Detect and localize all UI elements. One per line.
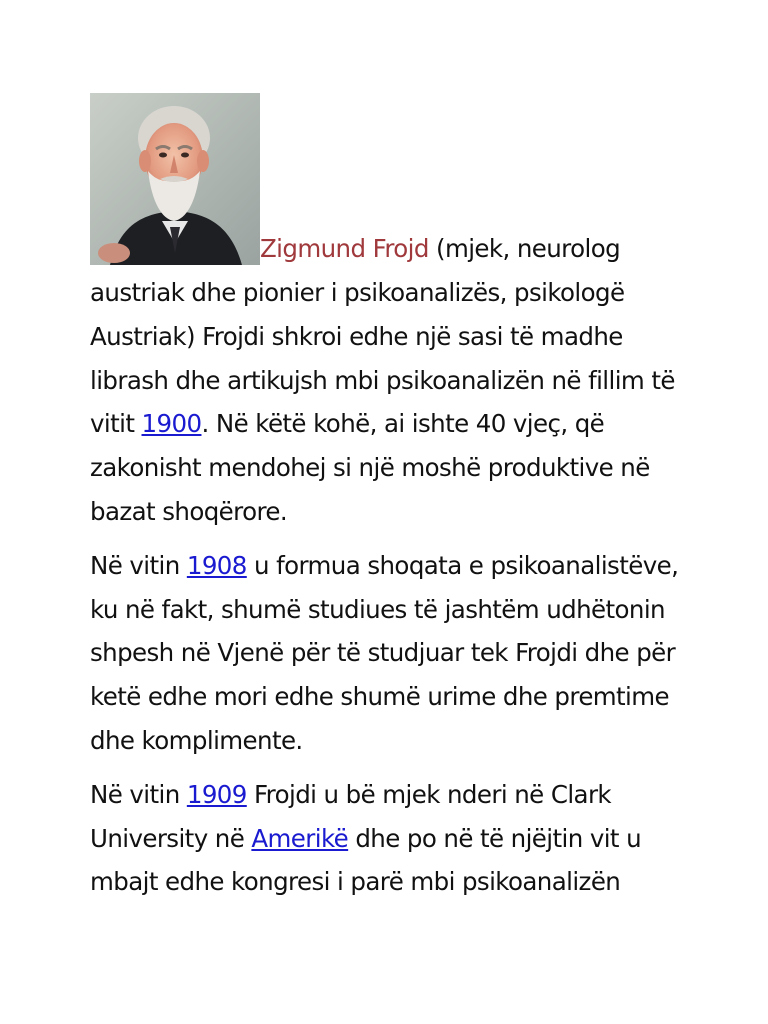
paragraph-2-text-b: u formua shoqata e psikoanalistëve, ku në fakt, shumë studiues të jashtëm udhëtonin shpesh në Vjenë për të studjuar tek Frojdi dhe për ketë edhe mori edhe shumë urime dhe premtime dhe komplimente. (90, 550, 679, 755)
portrait-image (90, 93, 260, 265)
paragraph-3-text-c: dhe po në të njëjtin vit u mbajt edhe kongresi i parë mbi psikoanalizën (90, 823, 642, 897)
paragraph-1-text-b: . Në këtë kohë, ai ishte 40 vjeç, që zakonisht mendohej si një moshë produktive në bazat shoqërore. (90, 409, 650, 526)
link-amerike[interactable]: Amerikë (251, 823, 349, 853)
paragraph-3-text-b: Frojdi u bë mjek nderi në Clark University në (90, 779, 612, 853)
paragraph-3 (90, 773, 690, 904)
person-name: Zigmund Frojd (260, 234, 429, 264)
document-body (90, 93, 690, 914)
paragraph-1-text-a: (mjek, neurolog austriak dhe pionier i psikoanalizës, psikologë Austriak) Frojdi shkroi edhe një sasi të madhe librash dhe artikujsh mbi psikoanalizën në fillim të vitit (90, 234, 675, 439)
paragraph-1 (90, 93, 690, 534)
paragraph-3-text-a: Në vitin (90, 779, 187, 809)
paragraph-2 (90, 544, 690, 763)
paragraph-2-text-a: Në vitin (90, 550, 187, 580)
link-1908[interactable]: 1908 (186, 550, 247, 580)
link-1900[interactable]: 1900 (141, 409, 202, 439)
link-1909[interactable]: 1909 (186, 779, 247, 809)
